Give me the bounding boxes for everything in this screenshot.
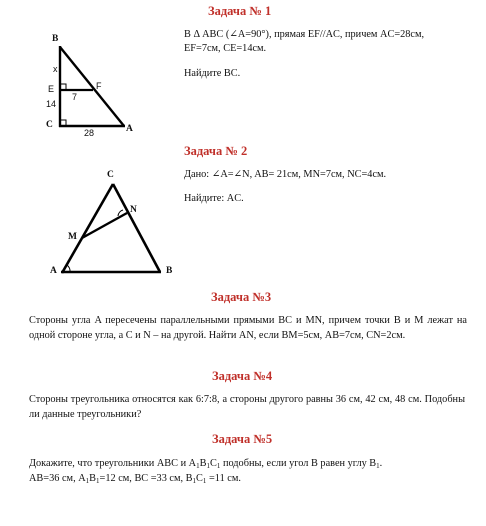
- t2-vertex-m: M: [68, 232, 77, 242]
- t1-label-ef: 7: [72, 92, 78, 102]
- task5-line1: Докажите, что треугольники ABC и $A_1B_1C_1$ подобны, если угол B равен углу $B_1$.: [29, 458, 383, 470]
- task4-title: Задача №4: [212, 369, 273, 383]
- task2-title: Задача № 2: [184, 144, 248, 158]
- task5-line2: AB=36 см, $A_1B_1=12$ см, BC =33 см, $B_1C_1 =11$ см.: [29, 473, 241, 485]
- t1-vertex-b: B: [52, 34, 59, 44]
- t1-vertex-f: F: [96, 81, 102, 91]
- task1-title: Задача № 1: [208, 4, 272, 18]
- t2-vertex-a: A: [50, 266, 57, 276]
- t1-vertex-a: A: [126, 124, 133, 134]
- t1-vertex-c: C: [46, 120, 53, 130]
- task2-question: Найдите: AC.: [184, 193, 244, 204]
- task4-text: Стороны треугольника относятся как 6:7:8, а стороны другого равны 36 см, 42 см, 48 см. Подобны ли данные треугольники?: [29, 394, 465, 420]
- t2-vertex-n: N: [130, 205, 137, 215]
- t1-label-ca: 28: [84, 128, 95, 138]
- t1-vertex-e: E: [48, 84, 55, 94]
- task1-line1: В Δ ABC (∠A=90°), прямая EF//AC, причем AC=28см,: [184, 29, 425, 40]
- task1-line2: EF=7см, CE=14см.: [184, 43, 267, 54]
- t2-vertex-c: C: [107, 170, 114, 180]
- task3-text: Стороны угла A пересечены параллельными прямыми BC и MN, причем точки B и M лежат на одной стороне угла, а C и N – на другой. Найти AN, если BM=5см, AB=7см, CN=2см.: [29, 315, 467, 341]
- task2-given: Дано: ∠A=∠N, AB= 21см, MN=7см, NC=4см.: [184, 169, 387, 180]
- task1-question: Найдите BC.: [184, 68, 241, 79]
- t2-vertex-b: B: [166, 266, 173, 276]
- t1-label-x: x: [53, 64, 58, 74]
- side-cb: [113, 184, 160, 272]
- task5-title: Задача №5: [212, 432, 273, 446]
- task3-title: Задача №3: [211, 290, 272, 304]
- t1-label-ce: 14: [46, 99, 57, 109]
- side-ca: [62, 184, 113, 273]
